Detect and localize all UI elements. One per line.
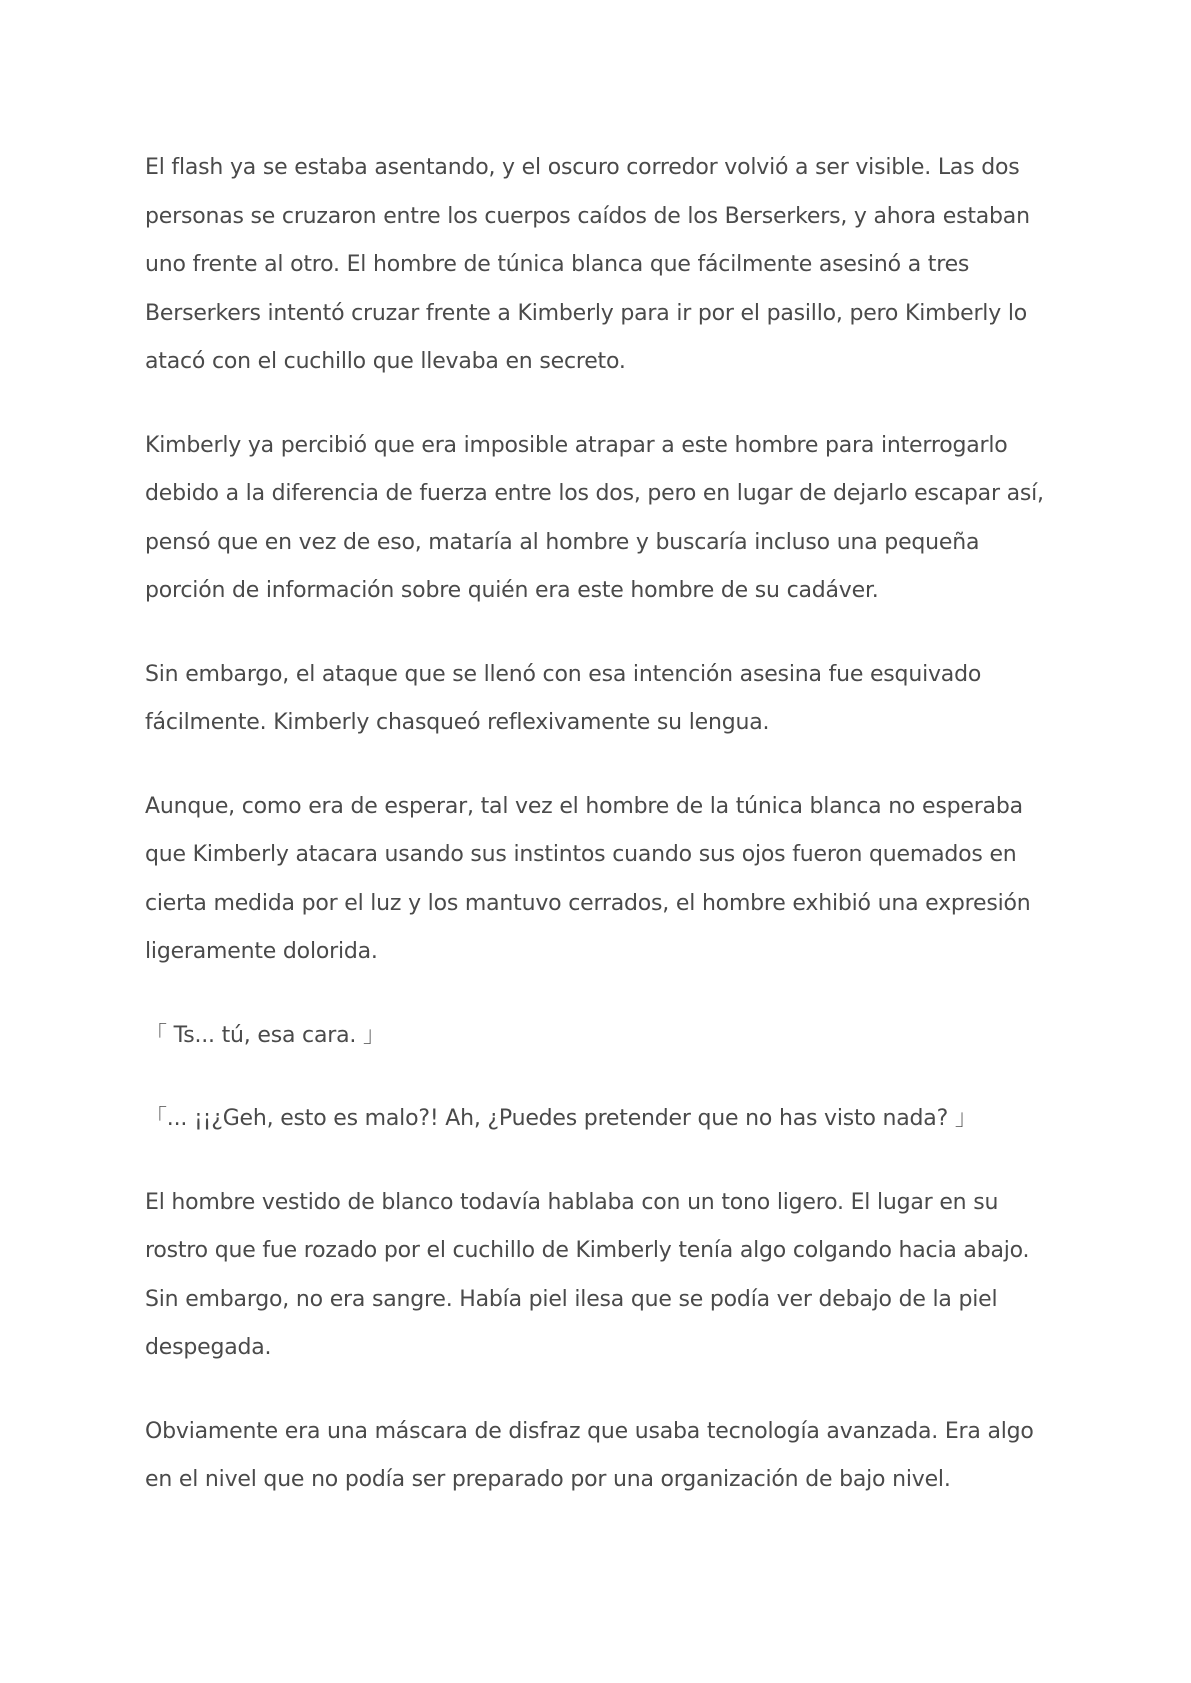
paragraph-6: Obviamente era una máscara de disfraz que usaba tecnología avanzada. Era algo en el nivel que no podía ser preparado por una organización de bajo nivel.: [145, 1418, 1034, 1492]
paragraph-2: Kimberly ya percibió que era imposible atrapar a este hombre para interrogarlo debido a la diferencia de fuerza entre los dos, pero en lugar de dejarlo escapar así, pensó que en vez de eso, mataría al hombre y buscaría incluso una pequeña porción de información sobre quién era este hombre de su cadáver.: [145, 432, 1044, 603]
dialogue-line-2: 「... ¡¡¿Geh, esto es malo?! Ah, ¿Puedes pretender que no has visto nada? 」: [145, 1106, 977, 1131]
paragraph-5: El hombre vestido de blanco todavía hablaba con un tono ligero. El lugar en su rostro que fue rozado por el cuchillo de Kimberly tenía algo colgando hacia abajo. Sin embargo, no era sangre. Había piel ilesa que se podía ver debajo de la piel despegada.: [145, 1189, 1030, 1360]
paragraph-1: El flash ya se estaba asentando, y el oscuro corredor volvió a ser visible. Las dos personas se cruzaron entre los cuerpos caídos de los Berserkers, y ahora estaban uno frente al otro. El hombre de túnica blanca que fácilmente asesinó a tres Berserkers intentó cruzar frente a Kimberly para ir por el pasillo, pero Kimberly lo atacó con el cuchillo que llevaba en secreto.: [145, 155, 1030, 374]
paragraph-4: Aunque, como era de esperar, tal vez el hombre de la túnica blanca no esperaba que Kimberly atacara usando sus instintos cuando sus ojos fueron quemados en cierta medida por el luz y los mantuvo cerrados, el hombre exhibió una expresión ligeramente dolorida.: [145, 793, 1031, 964]
paragraph-3: Sin embargo, el ataque que se llenó con esa intención asesina fue esquivado fácilmente. Kimberly chasqueó reflexivamente su lengua.: [145, 661, 982, 735]
body-text: [145, 144, 1060, 1540]
dialogue-line-1: 「 Ts... tú, esa cara. 」: [145, 1022, 385, 1048]
